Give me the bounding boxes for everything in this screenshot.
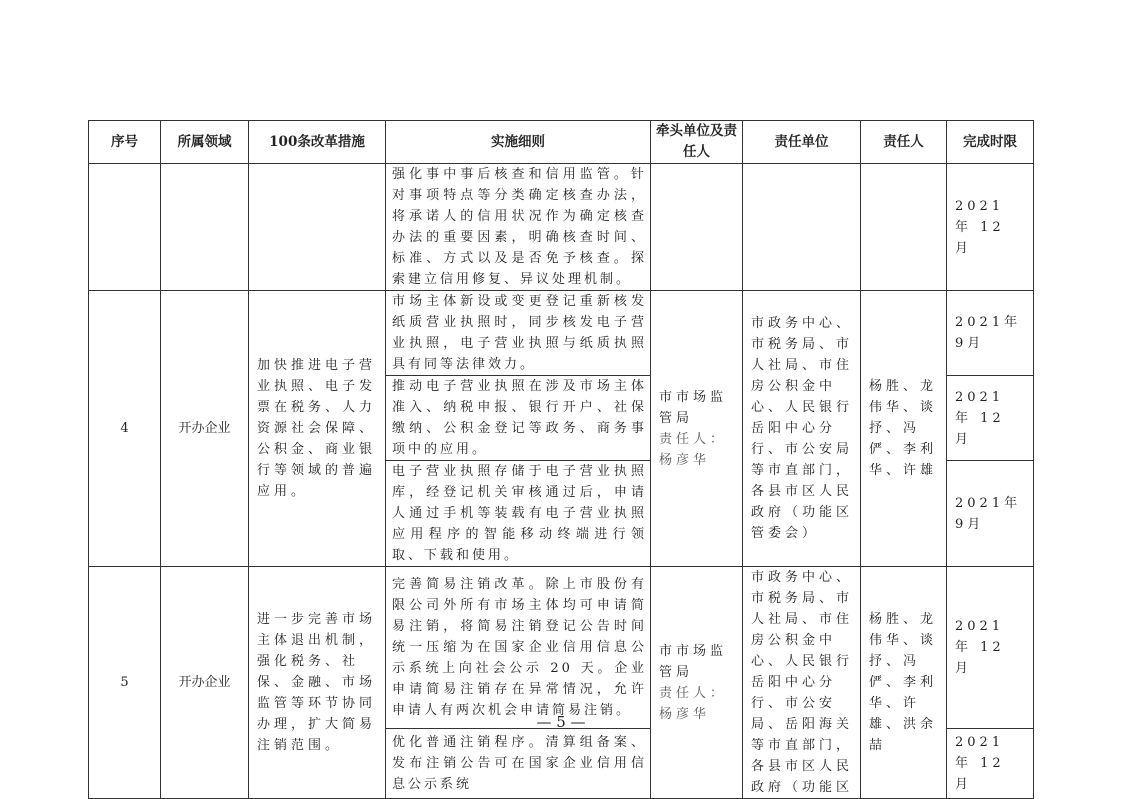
cell-details: 推动电子营业执照在涉及市场主体准入、纳税申报、银行开户、社保缴纳、公积金登记等政务、商务事项中的应用。 [386, 376, 651, 461]
cell-person [861, 164, 947, 291]
cell-deadline: 2021 年 12 月 [947, 567, 1034, 729]
header-field: 所属领域 [161, 121, 249, 164]
header-deadline: 完成时限 [947, 121, 1034, 164]
header-measure: 100条改革措施 [249, 121, 386, 164]
table-row [89, 567, 1034, 729]
cell-field: 开办企业 [161, 567, 249, 799]
cell-field: 开办企业 [161, 291, 249, 567]
lead-person: 责任人：杨彦华 [659, 431, 728, 468]
cell-deadline: 2021 年 12 月 [947, 376, 1034, 461]
cell-no: 5 [89, 567, 161, 799]
reform-table [88, 120, 1034, 799]
cell-no [89, 164, 161, 291]
cell-deadline: 2021年9月 [947, 291, 1034, 376]
cell-deadline: 2021年9月 [947, 461, 1034, 567]
header-person: 责任人 [861, 121, 947, 164]
cell-measure: 进一步完善市场主体退出机制，强化税务、社保、金融、市场监管等环节协同办理，扩大简易注销范围。 [249, 567, 386, 799]
cell-lead [651, 567, 743, 799]
header-no: 序号 [89, 121, 161, 164]
cell-details: 完善简易注销改革。除上市股份有限公司外所有市场主体均可申请简易注销，将简易注销登记公告时间统一压缩为在国家企业信用信息公示系统上向社会公示 20 天。企业申请简易注销存在异常情况，允许申请人有两次机会申请简易注销。 [386, 567, 651, 729]
cell-deadline: 2021 年 12 月 [947, 728, 1034, 798]
header-details: 实施细则 [386, 121, 651, 164]
header-lead: 牵头单位及责任人 [651, 121, 743, 164]
cell-measure: 加快推进电子营业执照、电子发票在税务、人力资源社会保障、公积金、商业银行等领域的普遍应用。 [249, 291, 386, 567]
cell-details: 强化事中事后核查和信用监管。针对事项特点等分类确定核查办法，将承诺人的信用状况作为确定核查办法的重要因素，明确核查时间、标准、方式以及是否免予核查。探索建立信用修复、异议处理机制。 [386, 164, 651, 291]
lead-unit: 市市场监管局 [659, 389, 728, 426]
cell-details: 市场主体新设或变更登记重新核发纸质营业执照时，同步核发电子营业执照，电子营业执照与纸质执照具有同等法律效力。 [386, 291, 651, 376]
cell-field [161, 164, 249, 291]
cell-units: 市政务中心、市税务局、市人社局、市住房公积金中心、人民银行岳阳中心分行、市公安局、岳阳海关等市直部门，各县市区人民政府（功能区 [743, 567, 861, 799]
cell-deadline: 2021 年 12 月 [947, 164, 1034, 291]
cell-units: 市政务中心、市税务局、市人社局、市住房公积金中心、人民银行岳阳中心分行、市公安局等市直部门，各县市区人民政府（功能区管委会） [743, 291, 861, 567]
lead-person: 责任人：杨彦华 [659, 685, 728, 722]
cell-no: 4 [89, 291, 161, 567]
cell-details: 优化普通注销程序。清算组备案、发布注销公告可在国家企业信用信息公示系统 [386, 728, 651, 798]
cell-measure [249, 164, 386, 291]
page-number: — 5 — [536, 713, 586, 731]
table-row [89, 291, 1034, 376]
cell-details: 电子营业执照存储于电子营业执照库，经登记机关审核通过后，申请人通过手机等装载有电子营业执照应用程序的智能移动终端进行领取、下载和使用。 [386, 461, 651, 567]
table-row [89, 164, 1034, 291]
cell-lead [651, 291, 743, 567]
header-units: 责任单位 [743, 121, 861, 164]
cell-person: 杨胜、龙伟华、谈抒、冯俨、李利华、许雄、洪余喆 [861, 567, 947, 799]
cell-lead [651, 164, 743, 291]
table-header [89, 121, 1034, 164]
cell-person: 杨胜、龙伟华、谈抒、冯俨、李利华、许雄 [861, 291, 947, 567]
lead-unit: 市市场监管局 [659, 643, 728, 680]
cell-units [743, 164, 861, 291]
